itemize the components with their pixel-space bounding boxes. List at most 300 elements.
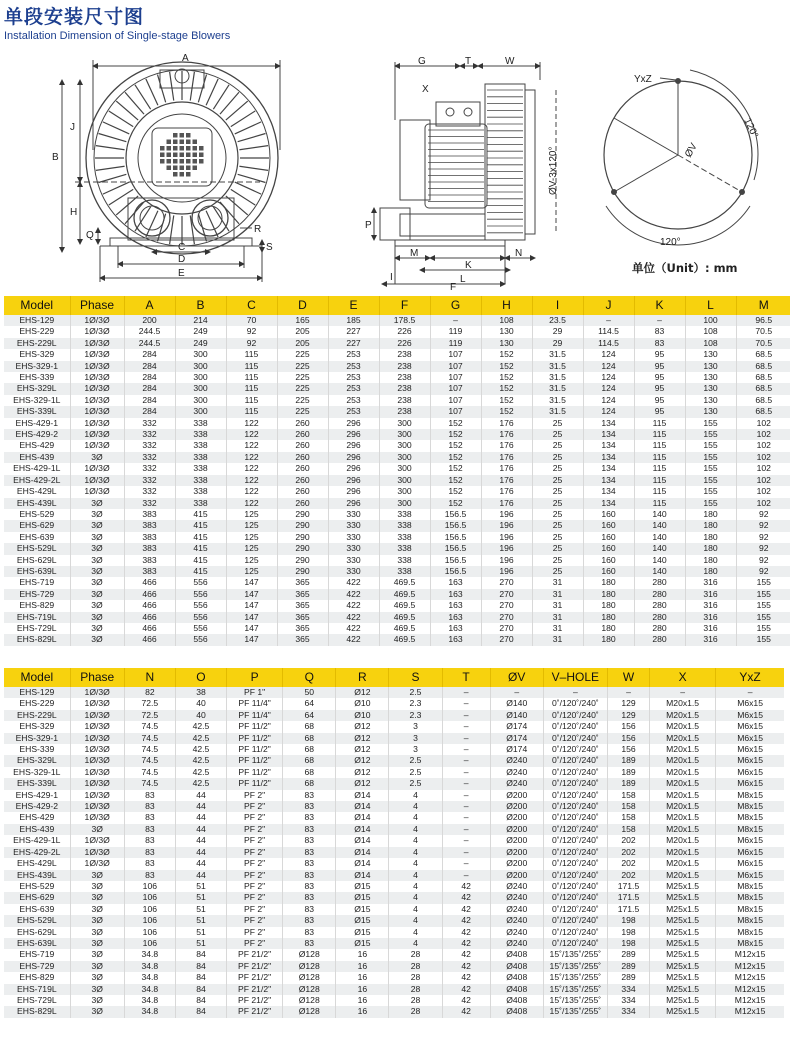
table-cell: 155 xyxy=(685,475,736,486)
table-cell: – xyxy=(442,721,490,732)
table-cell: EHS-429-2L xyxy=(4,475,70,486)
table-cell: 92 xyxy=(226,326,277,337)
table-row xyxy=(4,600,790,611)
table-cell: 415 xyxy=(175,543,226,554)
table-cell: 44 xyxy=(175,824,226,835)
table-cell: 34.8 xyxy=(124,949,175,960)
front-view-drawing xyxy=(62,60,280,282)
table-cell: 296 xyxy=(328,463,379,474)
table-cell: 72.5 xyxy=(124,710,175,721)
table-cell: 300 xyxy=(379,452,430,463)
table-cell: 15˚/135˚/255˚ xyxy=(543,1006,607,1017)
table-cell: 466 xyxy=(124,623,175,634)
table-cell: 134 xyxy=(583,463,634,474)
table-cell: PF 2" xyxy=(227,904,283,915)
table-cell: 365 xyxy=(277,634,328,645)
table-cell: 96.5 xyxy=(736,315,790,326)
table-cell: 422 xyxy=(328,600,379,611)
table-cell: – xyxy=(442,847,490,858)
column-header: D xyxy=(277,296,328,315)
table-cell: 330 xyxy=(328,532,379,543)
table-cell: 289 xyxy=(607,961,649,972)
dim-label-b: B xyxy=(52,152,59,163)
table-cell: 300 xyxy=(379,486,430,497)
table-cell: Ø200 xyxy=(490,824,543,835)
table-row xyxy=(4,315,790,326)
table-cell: 95 xyxy=(634,372,685,383)
table-cell: 83 xyxy=(634,338,685,349)
dim-label-w: W xyxy=(505,56,515,67)
table-cell: 152 xyxy=(481,395,532,406)
table-cell: 115 xyxy=(634,498,685,509)
table-cell: EHS-429L xyxy=(4,486,70,497)
table-cell: EHS-529 xyxy=(4,509,70,520)
table-cell: 1Ø/3Ø xyxy=(70,361,124,372)
table-cell: M12x15 xyxy=(716,1006,784,1017)
table-cell: 140 xyxy=(634,555,685,566)
table-cell: M8x15 xyxy=(716,938,784,949)
table-cell: 1Ø/3Ø xyxy=(70,429,124,440)
table-cell: 180 xyxy=(583,589,634,600)
table-cell: M12x15 xyxy=(716,949,784,960)
table-cell: 31.5 xyxy=(532,383,583,394)
table-cell: 119 xyxy=(430,326,481,337)
table-cell: M20x1.5 xyxy=(650,767,716,778)
table-cell: 238 xyxy=(379,395,430,406)
table-row xyxy=(4,881,784,892)
dimension-table-1 xyxy=(4,296,790,646)
table-cell: 31 xyxy=(532,612,583,623)
table-cell: 300 xyxy=(175,383,226,394)
table-cell: 316 xyxy=(685,623,736,634)
dim-label-yxz: YxZ xyxy=(634,74,652,85)
table-cell: – xyxy=(583,315,634,326)
table-cell: 469.5 xyxy=(379,612,430,623)
table-row xyxy=(4,634,790,645)
table-cell: 300 xyxy=(379,418,430,429)
table-row xyxy=(4,847,784,858)
table-cell: 115 xyxy=(634,475,685,486)
table-cell: 102 xyxy=(736,475,790,486)
table-cell: 330 xyxy=(328,566,379,577)
table-row xyxy=(4,440,790,451)
table-cell: 0˚/120˚/240˚ xyxy=(543,767,607,778)
table-cell: Ø140 xyxy=(490,710,543,721)
table-cell: 280 xyxy=(634,577,685,588)
table-cell: 84 xyxy=(175,1006,226,1017)
table-row xyxy=(4,566,790,577)
table-cell: 300 xyxy=(175,372,226,383)
table-cell: EHS-329 xyxy=(4,349,70,360)
side-view-drawing xyxy=(374,62,556,284)
table-cell: 125 xyxy=(226,543,277,554)
table-cell: 422 xyxy=(328,577,379,588)
table-cell: 125 xyxy=(226,520,277,531)
dim-label-m: M xyxy=(410,248,419,259)
table-cell: 466 xyxy=(124,634,175,645)
column-header: Model xyxy=(4,296,70,315)
table-row xyxy=(4,326,790,337)
table-cell: 3Ø xyxy=(70,938,124,949)
table-cell: 284 xyxy=(124,395,175,406)
table-cell: 42.5 xyxy=(175,778,226,789)
table-cell: 147 xyxy=(226,589,277,600)
table-row xyxy=(4,1006,784,1017)
table-cell: 83 xyxy=(283,847,336,858)
table-cell: Ø408 xyxy=(490,961,543,972)
dim-label-v-holes: ØV-3x120° xyxy=(548,146,559,195)
table-cell: 365 xyxy=(277,589,328,600)
table-cell: – xyxy=(442,801,490,812)
table-cell: 115 xyxy=(226,383,277,394)
table-cell: M25x1.5 xyxy=(650,949,716,960)
column-header: V–HOLE xyxy=(543,668,607,687)
table-cell: M8x15 xyxy=(716,881,784,892)
table-cell: 160 xyxy=(583,520,634,531)
table-cell: 42.5 xyxy=(175,744,226,755)
table-cell: Ø408 xyxy=(490,949,543,960)
table-cell: 102 xyxy=(736,498,790,509)
table-cell: M6x15 xyxy=(716,835,784,846)
table-cell: 107 xyxy=(430,395,481,406)
table-cell: 83 xyxy=(283,938,336,949)
table-cell: 152 xyxy=(481,361,532,372)
table-cell: 0˚/120˚/240˚ xyxy=(543,870,607,881)
table-cell: 44 xyxy=(175,847,226,858)
table-cell: 280 xyxy=(634,634,685,645)
table-cell: 106 xyxy=(124,915,175,926)
table-cell: Ø10 xyxy=(336,698,389,709)
dim-label-x: X xyxy=(422,84,429,95)
table-row xyxy=(4,452,790,463)
table-cell: 155 xyxy=(685,463,736,474)
table-cell: 4 xyxy=(389,824,442,835)
table-cell: 31 xyxy=(532,577,583,588)
table-cell: Ø240 xyxy=(490,778,543,789)
table-row xyxy=(4,349,790,360)
table-cell: 1Ø/3Ø xyxy=(70,801,124,812)
table-cell: 155 xyxy=(685,486,736,497)
table-cell: 189 xyxy=(607,767,649,778)
table-cell: Ø200 xyxy=(490,835,543,846)
table-cell: EHS-529L xyxy=(4,915,70,926)
table-cell: M6x15 xyxy=(716,698,784,709)
table-cell: 160 xyxy=(583,566,634,577)
table-cell: 227 xyxy=(328,338,379,349)
table-cell: 115 xyxy=(226,361,277,372)
table-cell: M20x1.5 xyxy=(650,755,716,766)
table-cell: 125 xyxy=(226,555,277,566)
table-cell: 338 xyxy=(175,418,226,429)
table-cell: 31.5 xyxy=(532,349,583,360)
table-cell: 25 xyxy=(532,452,583,463)
table-cell: EHS-329-1L xyxy=(4,767,70,778)
table-cell: 2.3 xyxy=(389,698,442,709)
table-cell: 107 xyxy=(430,372,481,383)
table-cell: 156 xyxy=(607,721,649,732)
table-cell: 196 xyxy=(481,532,532,543)
table-cell: 198 xyxy=(607,927,649,938)
table-cell: Ø14 xyxy=(336,790,389,801)
table-cell: EHS-829L xyxy=(4,1006,70,1017)
table-cell: 28 xyxy=(389,984,442,995)
table-cell: 92 xyxy=(736,520,790,531)
table-cell: 4 xyxy=(389,835,442,846)
table-cell: EHS-529 xyxy=(4,881,70,892)
table-cell: 300 xyxy=(175,395,226,406)
table-cell: 152 xyxy=(430,429,481,440)
table-cell: EHS-229 xyxy=(4,698,70,709)
table-cell: 147 xyxy=(226,623,277,634)
table-cell: 83 xyxy=(124,801,175,812)
table-cell: M25x1.5 xyxy=(650,927,716,938)
table-cell: 296 xyxy=(328,498,379,509)
table-cell: 1Ø/3Ø xyxy=(70,406,124,417)
table-cell: 332 xyxy=(124,486,175,497)
table-cell: 163 xyxy=(430,589,481,600)
table-cell: 196 xyxy=(481,555,532,566)
table-cell: M20x1.5 xyxy=(650,858,716,869)
table-cell: 70 xyxy=(226,315,277,326)
table-cell: 280 xyxy=(634,589,685,600)
table-cell: 332 xyxy=(124,429,175,440)
table-cell: M6x15 xyxy=(716,778,784,789)
table-cell: – xyxy=(442,790,490,801)
dim-label-c: C xyxy=(178,242,186,253)
table-cell: 383 xyxy=(124,520,175,531)
table-cell: 1Ø/3Ø xyxy=(70,395,124,406)
table-cell: 15˚/135˚/255˚ xyxy=(543,972,607,983)
table-cell: 284 xyxy=(124,361,175,372)
page-title-en: Installation Dimension of Single-stage Blowers xyxy=(4,30,231,42)
table-cell: 1Ø/3Ø xyxy=(70,710,124,721)
table-row xyxy=(4,429,790,440)
table-cell: 107 xyxy=(430,383,481,394)
column-header: I xyxy=(532,296,583,315)
table-cell: Ø15 xyxy=(336,881,389,892)
table-cell: 332 xyxy=(124,418,175,429)
table-cell: 290 xyxy=(277,532,328,543)
table-cell: M20x1.5 xyxy=(650,824,716,835)
table-cell: 42 xyxy=(442,915,490,926)
table-cell: 31.5 xyxy=(532,372,583,383)
table-cell: PF 2" xyxy=(227,881,283,892)
table-cell: – xyxy=(650,687,716,698)
table-cell: 156.5 xyxy=(430,509,481,520)
table-cell: EHS-329L xyxy=(4,755,70,766)
table-row xyxy=(4,984,784,995)
table-cell: 122 xyxy=(226,486,277,497)
table-cell: 92 xyxy=(736,566,790,577)
table-cell: 0˚/120˚/240˚ xyxy=(543,847,607,858)
table-row xyxy=(4,949,784,960)
table-cell: 25 xyxy=(532,498,583,509)
table-cell: 0˚/120˚/240˚ xyxy=(543,904,607,915)
table-cell: 176 xyxy=(481,440,532,451)
table-cell: EHS-229L xyxy=(4,338,70,349)
table-cell: 3Ø xyxy=(70,452,124,463)
table-cell: 115 xyxy=(226,349,277,360)
table-cell: 1Ø/3Ø xyxy=(70,326,124,337)
table-cell: 114.5 xyxy=(583,326,634,337)
table-cell: 115 xyxy=(634,486,685,497)
table-cell: 68 xyxy=(283,744,336,755)
table-cell: 225 xyxy=(277,349,328,360)
table-cell: 171.5 xyxy=(607,904,649,915)
table-cell: EHS-729 xyxy=(4,589,70,600)
table-cell: Ø240 xyxy=(490,755,543,766)
table-cell: 28 xyxy=(389,961,442,972)
table-cell: 3Ø xyxy=(70,612,124,623)
table-cell: 334 xyxy=(607,995,649,1006)
unit-label: 单位（Unit）: mm xyxy=(632,261,738,275)
table-cell: Ø240 xyxy=(490,881,543,892)
column-header: YxZ xyxy=(716,668,784,687)
table-cell: Ø12 xyxy=(336,733,389,744)
table-cell: 4 xyxy=(389,858,442,869)
table-row xyxy=(4,733,784,744)
table-cell: M6x15 xyxy=(716,710,784,721)
table-cell: – xyxy=(442,835,490,846)
table-cell: EHS-329-1 xyxy=(4,361,70,372)
table-cell: 25 xyxy=(532,486,583,497)
table-cell: 238 xyxy=(379,372,430,383)
table-cell: 1Ø/3Ø xyxy=(70,790,124,801)
table-cell: 202 xyxy=(607,835,649,846)
table-cell: 106 xyxy=(124,938,175,949)
table-cell: EHS-529L xyxy=(4,543,70,554)
table-cell: M20x1.5 xyxy=(650,721,716,732)
table-cell: 83 xyxy=(283,858,336,869)
table-cell: 332 xyxy=(124,440,175,451)
table-cell: 68 xyxy=(283,778,336,789)
table-cell: 1Ø/3Ø xyxy=(70,687,124,698)
table-cell: 365 xyxy=(277,612,328,623)
table-cell: 42 xyxy=(442,961,490,972)
table-cell: 171.5 xyxy=(607,892,649,903)
table-cell: 83 xyxy=(283,790,336,801)
table-cell: PF 2" xyxy=(227,812,283,823)
table-cell: – xyxy=(442,733,490,744)
table-cell: 270 xyxy=(481,600,532,611)
column-header: P xyxy=(227,668,283,687)
table-cell: PF 2" xyxy=(227,847,283,858)
table-cell: 556 xyxy=(175,612,226,623)
table-row xyxy=(4,790,784,801)
table-cell: 107 xyxy=(430,349,481,360)
table-cell: 3Ø xyxy=(70,961,124,972)
table-cell: 176 xyxy=(481,463,532,474)
table-cell: 130 xyxy=(685,406,736,417)
table-cell: 0˚/120˚/240˚ xyxy=(543,881,607,892)
table-cell: 102 xyxy=(736,429,790,440)
table-cell: 115 xyxy=(634,418,685,429)
column-header: O xyxy=(175,668,226,687)
table-cell: EHS-829L xyxy=(4,634,70,645)
dim-label-f: F xyxy=(450,282,457,290)
table-cell: 316 xyxy=(685,577,736,588)
table-cell: 189 xyxy=(607,755,649,766)
table-cell: 40 xyxy=(175,698,226,709)
table-cell: 156.5 xyxy=(430,566,481,577)
table-cell: 3 xyxy=(389,733,442,744)
table-cell: M8x15 xyxy=(716,812,784,823)
table-cell: 0˚/120˚/240˚ xyxy=(543,790,607,801)
table-cell: 42.5 xyxy=(175,767,226,778)
table-cell: 163 xyxy=(430,577,481,588)
table-cell: EHS-429-1 xyxy=(4,418,70,429)
table-cell: 338 xyxy=(175,498,226,509)
table-cell: 68 xyxy=(283,755,336,766)
table-cell: 115 xyxy=(634,463,685,474)
table-cell: 300 xyxy=(175,406,226,417)
table-cell: PF 2" xyxy=(227,835,283,846)
table-cell: 25 xyxy=(532,520,583,531)
table-row xyxy=(4,555,790,566)
table-cell: 122 xyxy=(226,452,277,463)
dim-label-h: H xyxy=(70,207,78,218)
table-cell: 365 xyxy=(277,600,328,611)
column-header: M xyxy=(736,296,790,315)
table-cell: 415 xyxy=(175,520,226,531)
table-cell: 225 xyxy=(277,372,328,383)
table-cell: 106 xyxy=(124,904,175,915)
table-cell: 422 xyxy=(328,612,379,623)
table-cell: 289 xyxy=(607,972,649,983)
table-cell: EHS-439 xyxy=(4,452,70,463)
table-cell: 466 xyxy=(124,600,175,611)
table-cell: 338 xyxy=(379,509,430,520)
table-cell: 176 xyxy=(481,475,532,486)
table-cell: 253 xyxy=(328,383,379,394)
table-cell: Ø200 xyxy=(490,858,543,869)
table-cell: 469.5 xyxy=(379,623,430,634)
table-cell: 300 xyxy=(379,463,430,474)
table-cell: EHS-639L xyxy=(4,566,70,577)
table-cell: 244.5 xyxy=(124,326,175,337)
table-cell: 180 xyxy=(685,509,736,520)
table-cell: 152 xyxy=(430,418,481,429)
table-cell: 415 xyxy=(175,555,226,566)
table-cell: 290 xyxy=(277,566,328,577)
table-cell: 1Ø/3Ø xyxy=(70,372,124,383)
table-cell: 152 xyxy=(430,475,481,486)
table-cell: EHS-429L xyxy=(4,858,70,869)
table-row xyxy=(4,486,790,497)
column-header: A xyxy=(124,296,175,315)
table-cell: EHS-829 xyxy=(4,972,70,983)
table-cell: 338 xyxy=(175,475,226,486)
table-cell: 72.5 xyxy=(124,698,175,709)
table-cell: 330 xyxy=(328,520,379,531)
table-cell: 15˚/135˚/255˚ xyxy=(543,961,607,972)
table-cell: – xyxy=(442,778,490,789)
table-cell: 83 xyxy=(283,870,336,881)
table-cell: 1Ø/3Ø xyxy=(70,486,124,497)
table-cell: 316 xyxy=(685,634,736,645)
table-cell: M8x15 xyxy=(716,892,784,903)
table-cell: 253 xyxy=(328,395,379,406)
table-cell: 260 xyxy=(277,429,328,440)
table-cell: 31 xyxy=(532,623,583,634)
column-header: Phase xyxy=(70,296,124,315)
table-cell: 180 xyxy=(583,577,634,588)
table-cell: Ø14 xyxy=(336,824,389,835)
table-header-row xyxy=(4,296,790,315)
table-cell: 28 xyxy=(389,995,442,1006)
dim-label-q: Q xyxy=(86,230,94,241)
table-cell: 330 xyxy=(328,509,379,520)
